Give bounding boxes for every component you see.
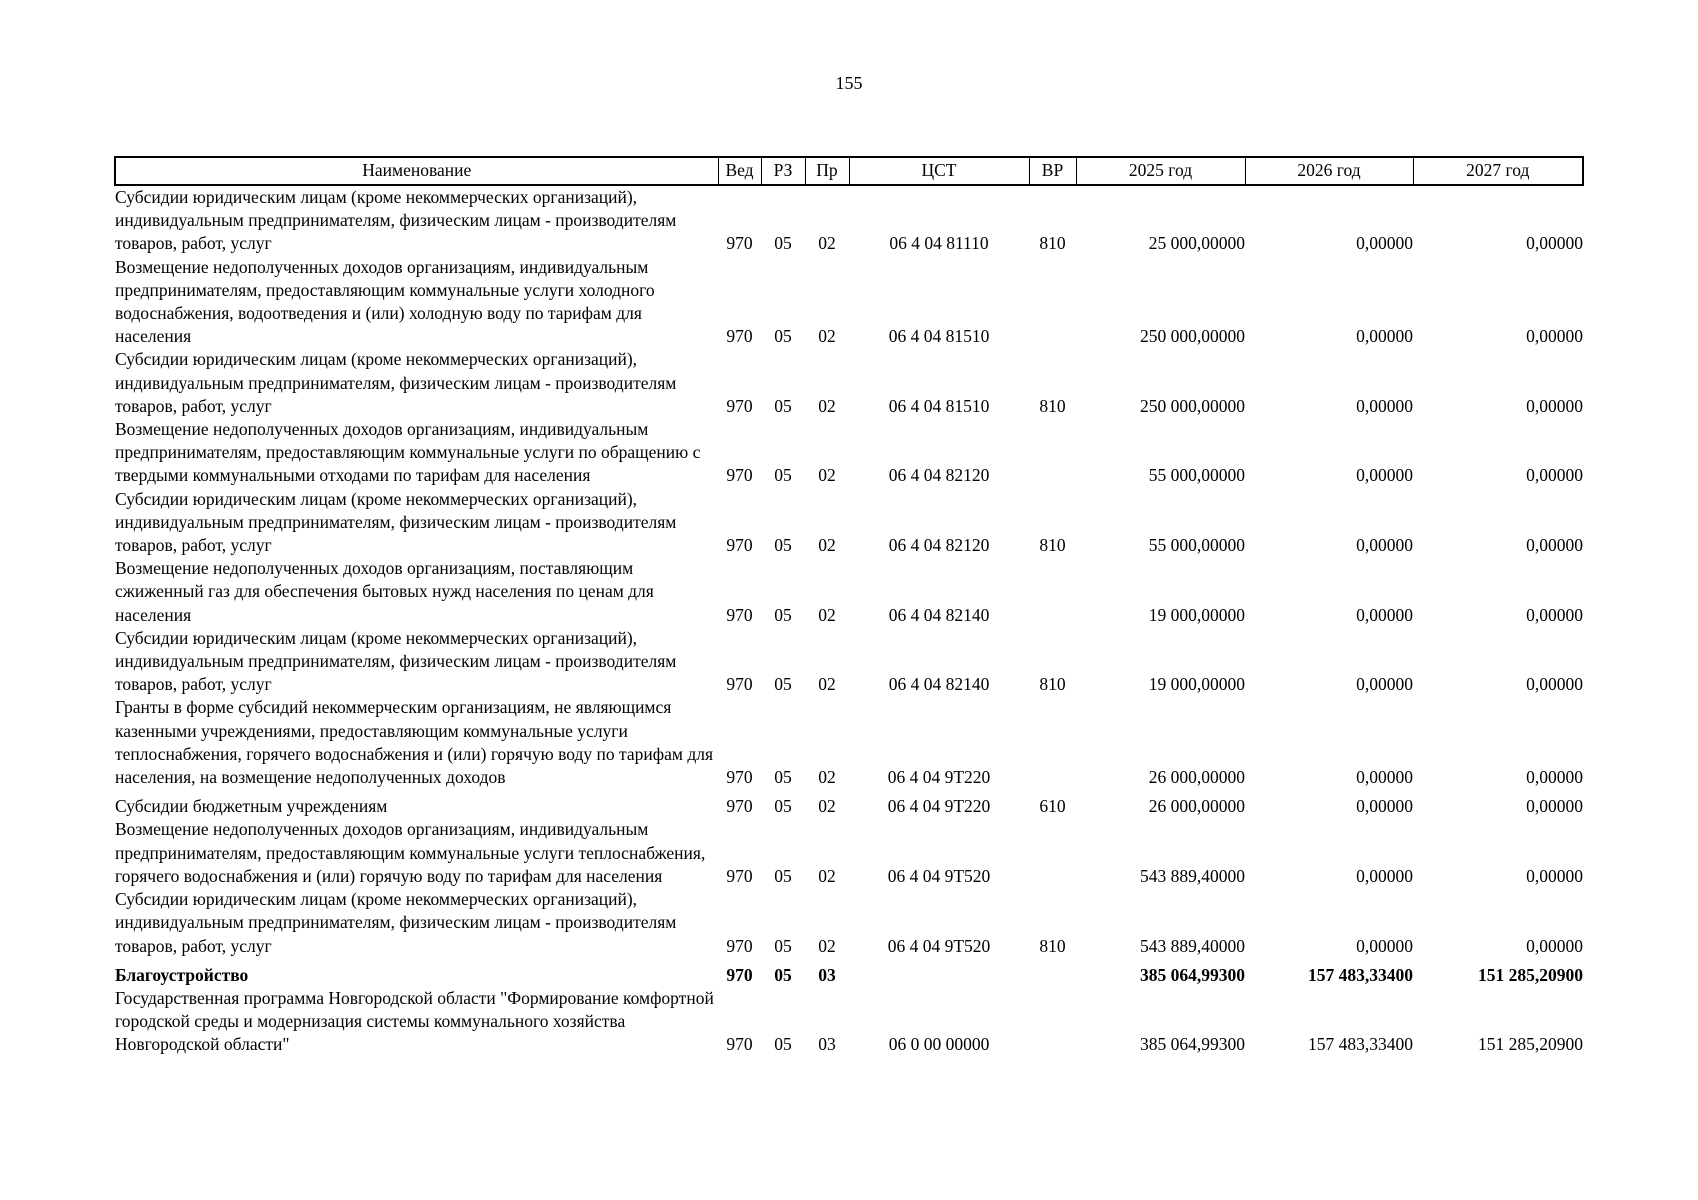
table-row (115, 185, 1583, 256)
cell-2027: 151 285,20900 (1478, 964, 1583, 985)
cell-2025: 25 000,00000 (1148, 233, 1245, 254)
table-row (115, 418, 1583, 488)
cell-vr: 810 (1039, 935, 1066, 956)
cell-name: Возмещение недополученных доходов организациям, индивидуальным предпринимателям, предоставляющим коммунальные услуги холодного водоснабжения, водоотведения и (или) холодную воду по тарифам для населения (115, 256, 655, 347)
cell-rz: 05 (774, 865, 792, 886)
cell-cst: 06 4 04 9Т520 (887, 865, 991, 886)
cell-pr: 02 (818, 767, 836, 788)
header-rz: РЗ (761, 157, 805, 185)
cell-pr: 02 (818, 465, 836, 486)
cell-name: Субсидии юридическим лицам (кроме некоммерческих организаций), индивидуальным предпринимателям, физическим лицам - производителям товаров, работ, услуг (115, 627, 677, 695)
header-2027: 2027 год (1413, 157, 1583, 185)
cell-ved: 970 (726, 326, 753, 347)
cell-2027: 0,00000 (1526, 865, 1583, 886)
cell-2026: 0,00000 (1356, 604, 1413, 625)
table-row (115, 789, 1583, 818)
cell-2026: 0,00000 (1356, 326, 1413, 347)
cell-ved: 970 (726, 465, 753, 486)
cell-name: Субсидии юридическим лицам (кроме некоммерческих организаций), индивидуальным предпринимателям, физическим лицам - производителям товаров, работ, услуг (115, 488, 677, 556)
cell-name: Субсидии бюджетным учреждениям (115, 796, 388, 817)
cell-2026: 0,00000 (1356, 865, 1413, 886)
cell-2025: 543 889,40000 (1140, 935, 1245, 956)
cell-rz: 05 (774, 964, 792, 985)
cell-ved: 970 (726, 964, 753, 985)
cell-rz: 05 (774, 395, 792, 416)
cell-name: Государственная программа Новгородской области "Формирование комфортной городской среды и модернизация системы коммунального хозяйства Новгородской области" (115, 987, 714, 1055)
header-vr: ВР (1029, 157, 1076, 185)
table-row (115, 888, 1583, 958)
cell-2027: 0,00000 (1526, 935, 1583, 956)
cell-2027: 0,00000 (1526, 233, 1583, 254)
cell-ved: 970 (726, 1034, 753, 1055)
cell-rz: 05 (774, 233, 792, 254)
cell-2026: 0,00000 (1356, 674, 1413, 695)
cell-pr: 02 (818, 796, 836, 817)
cell-vr (1029, 818, 1076, 888)
cell-2027: 0,00000 (1526, 674, 1583, 695)
cell-ved: 970 (726, 674, 753, 695)
table-row (115, 987, 1583, 1057)
header-name: Наименование (115, 157, 718, 185)
cell-cst: 06 4 04 9Т220 (887, 767, 991, 788)
cell-rz: 05 (774, 1034, 792, 1055)
cell-2026: 0,00000 (1356, 767, 1413, 788)
cell-cst: 06 4 04 82140 (888, 604, 990, 625)
cell-2026: 157 483,33400 (1308, 964, 1413, 985)
cell-pr: 02 (818, 674, 836, 695)
cell-rz: 05 (774, 535, 792, 556)
cell-cst: 06 4 04 9Т520 (887, 935, 991, 956)
cell-2027: 0,00000 (1526, 604, 1583, 625)
header-cst: ЦСТ (849, 157, 1029, 185)
cell-cst: 06 4 04 81510 (888, 395, 990, 416)
table-row (115, 958, 1583, 987)
cell-rz: 05 (774, 674, 792, 695)
cell-pr: 02 (818, 326, 836, 347)
cell-vr (1029, 418, 1076, 488)
cell-cst: 06 4 04 82120 (888, 465, 990, 486)
header-2026: 2026 год (1245, 157, 1413, 185)
cell-cst: 06 4 04 81510 (888, 326, 990, 347)
cell-2025: 250 000,00000 (1140, 326, 1245, 347)
cell-2027: 0,00000 (1526, 535, 1583, 556)
header-pr: Пр (805, 157, 849, 185)
cell-2026: 0,00000 (1356, 535, 1413, 556)
cell-2027: 0,00000 (1526, 326, 1583, 347)
cell-pr: 02 (818, 395, 836, 416)
cell-vr: 810 (1039, 674, 1066, 695)
cell-2025: 385 064,99300 (1140, 1034, 1245, 1055)
cell-ved: 970 (726, 535, 753, 556)
cell-vr (1029, 696, 1076, 789)
cell-2025: 19 000,00000 (1148, 674, 1245, 695)
cell-2025: 543 889,40000 (1140, 865, 1245, 886)
cell-2026: 0,00000 (1356, 796, 1413, 817)
cell-ved: 970 (726, 767, 753, 788)
cell-name: Возмещение недополученных доходов организациям, индивидуальным предпринимателям, предоставляющим коммунальные услуги теплоснабжения, горячего водоснабжения и (или) горячую воду по тарифам для населения (115, 819, 706, 886)
cell-pr: 02 (818, 604, 836, 625)
cell-2027: 0,00000 (1526, 395, 1583, 416)
cell-cst: 06 4 04 82120 (888, 535, 990, 556)
header-ved: Вед (718, 157, 761, 185)
table-row (115, 818, 1583, 888)
cell-vr: 610 (1039, 796, 1066, 817)
cell-pr: 03 (818, 1034, 836, 1055)
cell-vr: 810 (1039, 233, 1066, 254)
budget-table (114, 156, 1584, 1057)
cell-name: Возмещение недополученных доходов организациям, поставляющим сжиженный газ для обеспечения бытовых нужд населения по ценам для населения (115, 558, 654, 625)
table-row (115, 488, 1583, 558)
cell-rz: 05 (774, 767, 792, 788)
cell-ved: 970 (726, 935, 753, 956)
cell-2026: 0,00000 (1356, 465, 1413, 486)
cell-vr (1029, 958, 1076, 987)
cell-name: Гранты в форме субсидий некоммерческим организациям, не являющимся казенными учреждениями, предоставляющим коммунальные услуги теплоснабжения, горячего водоснабжения и (или) горячую воду по тарифам для населения, на возмещение недополученных доходов (115, 697, 713, 788)
table-header (115, 157, 1583, 185)
cell-2025: 385 064,99300 (1140, 964, 1245, 985)
cell-2026: 0,00000 (1356, 935, 1413, 956)
cell-2025: 55 000,00000 (1148, 535, 1245, 556)
cell-cst (849, 958, 1029, 987)
cell-vr (1029, 987, 1076, 1057)
cell-pr: 02 (818, 865, 836, 886)
cell-2025: 26 000,00000 (1148, 767, 1245, 788)
cell-ved: 970 (726, 865, 753, 886)
cell-pr: 02 (818, 935, 836, 956)
page-number: 155 (835, 73, 863, 93)
table-row (115, 696, 1583, 789)
cell-cst: 06 0 00 00000 (888, 1034, 990, 1055)
cell-2025: 26 000,00000 (1148, 796, 1245, 817)
cell-2027: 151 285,20900 (1478, 1034, 1583, 1055)
cell-rz: 05 (774, 604, 792, 625)
cell-cst: 06 4 04 81110 (889, 233, 989, 254)
table-row (115, 256, 1583, 349)
cell-pr: 03 (818, 964, 836, 985)
cell-2025: 55 000,00000 (1148, 465, 1245, 486)
cell-rz: 05 (774, 796, 792, 817)
header-row (115, 157, 1583, 185)
table-row (115, 557, 1583, 627)
cell-name: Субсидии юридическим лицам (кроме некоммерческих организаций), индивидуальным предпринимателям, физическим лицам - производителям товаров, работ, услуг (115, 187, 677, 254)
cell-name: Благоустройство (115, 964, 249, 985)
cell-rz: 05 (774, 935, 792, 956)
table-row (115, 627, 1583, 697)
cell-ved: 970 (726, 395, 753, 416)
cell-2026: 157 483,33400 (1308, 1034, 1413, 1055)
cell-vr: 810 (1039, 535, 1066, 556)
cell-pr: 02 (818, 233, 836, 254)
cell-2025: 250 000,00000 (1140, 395, 1245, 416)
cell-2026: 0,00000 (1356, 233, 1413, 254)
cell-cst: 06 4 04 9Т220 (887, 796, 991, 817)
cell-2027: 0,00000 (1526, 796, 1583, 817)
cell-rz: 05 (774, 465, 792, 486)
cell-vr (1029, 557, 1076, 627)
cell-pr: 02 (818, 535, 836, 556)
cell-ved: 970 (726, 796, 753, 817)
cell-ved: 970 (726, 233, 753, 254)
cell-name: Субсидии юридическим лицам (кроме некоммерческих организаций), индивидуальным предпринимателям, физическим лицам - производителям товаров, работ, услуг (115, 889, 677, 956)
cell-2025: 19 000,00000 (1148, 604, 1245, 625)
cell-ved: 970 (726, 604, 753, 625)
table-body (115, 185, 1583, 1057)
table-row (115, 348, 1583, 418)
cell-2027: 0,00000 (1526, 767, 1583, 788)
cell-2026: 0,00000 (1356, 395, 1413, 416)
cell-vr: 810 (1039, 395, 1066, 416)
cell-rz: 05 (774, 326, 792, 347)
cell-name: Возмещение недополученных доходов организациям, индивидуальным предпринимателям, предоставляющим коммунальные услуги по обращению с твердыми коммунальными отходами по тарифам для населения (115, 419, 701, 486)
cell-name: Субсидии юридическим лицам (кроме некоммерческих организаций), индивидуальным предпринимателям, физическим лицам - производителям товаров, работ, услуг (115, 349, 677, 416)
header-2025: 2025 год (1076, 157, 1245, 185)
cell-vr (1029, 256, 1076, 349)
cell-2027: 0,00000 (1526, 465, 1583, 486)
cell-cst: 06 4 04 82140 (888, 674, 990, 695)
